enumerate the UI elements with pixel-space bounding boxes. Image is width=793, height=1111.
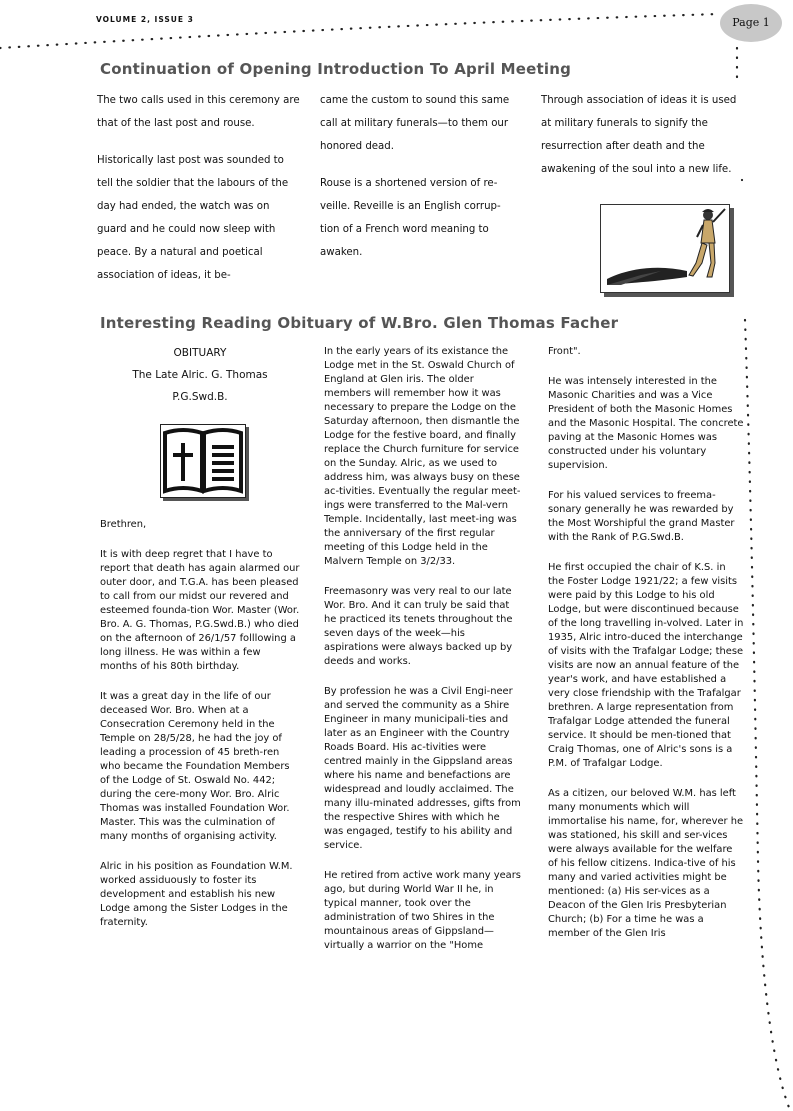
- obituary-column-3: [548, 345, 744, 957]
- paragraph: Through association of ideas it is used at military funerals to signify the resurrection after death and the awakening of the soul into a new life.: [541, 95, 737, 175]
- paragraph: For his valued services to freema-sonary generally he was rewarded by the Most Worshipful the grand Master with the Rank of P.G.Swd.B.: [548, 490, 735, 543]
- soldier-icon: [601, 205, 729, 292]
- bible-image: [160, 424, 246, 498]
- paragraph: Alric in his position as Foundation W.M. worked assiduously to foster its development and establish his new Lodge among the Sister Lodges in the fraternity.: [100, 861, 293, 928]
- paragraph: He first occupied the chair of K.S. in the Foster Lodge 1921/22; a few visits were paid by this Lodge to his old Lodge, but were discontinued because of the long travelling in-volved. Later in 1935, Alric intro-duced the interchange of visits with the Trafalgar Lodge; these visits are now an annual feature of the year's work, and have established a very close friendship with the Trafalgar brethren. A large representation from Trafalgar Lodge attended the funeral service. It should be men-tioned that Craig Thomas, one of Alric's sons is a P.M. of Trafalgar Lodge.: [548, 562, 744, 769]
- bible-icon: [161, 425, 245, 497]
- paragraph: It is with deep regret that I have to report that death has again alarmed our outer door, and T.G.A. has been pleased to call from our midst our revered and esteemed founda-tion Wor. Master (Wor. Bro. A. G. Thomas, P.G.Swd.B.) who died on the afternoon of 26/1/57 folllowing a long illness. He was within a few months of his 80th birthday.: [100, 549, 300, 672]
- section1-column-1: [97, 89, 302, 301]
- paragraph: He was intensely interested in the Masonic Charities and was a Vice President of both the Masonic Homes and the Masonic Hospital. The concrete paving at the Masonic Homes was constructed under his voluntary supervision.: [548, 376, 744, 471]
- obituary-heading-line: The Late Alric. G. Thomas: [132, 369, 268, 381]
- paragraph: He retired from active work many years ago, but during World War II he, in typical manner, took over the administration of two Shires in the mountainous areas of Gippsland—virtually a warrior on the "Home: [324, 870, 521, 951]
- section1-title: Continuation of Opening Introduction To April Meeting: [100, 60, 572, 78]
- paragraph: By profession he was a Civil Engi-neer and served the community as a Shire Engineer in many municipali-ties and later as an Engineer with the Country Roads Board. His ac-tivities were centred mainly in the Gippsland areas where his name and benefactions are widespread and loudly acclaimed. The many illu-minated addresses, gifts from the respective Shires with which he was engaged, testify to his ability and service.: [324, 686, 521, 851]
- paragraph: Rouse is a shortened version of re-veille. Reveille is an English corrup-tion of a French word meaning to awaken.: [320, 178, 501, 258]
- paragraph: Freemasonry was very real to our late Wor. Bro. And it can truly be said that he practiced its tenets throughout the seven days of the week—his aspirations were always backed up by deeds and works.: [324, 586, 513, 667]
- obituary-heading-line: OBITUARY: [173, 347, 227, 359]
- paragraph: It was a great day in the life of our deceased Wor. Bro. When at a Consecration Ceremony held in the Temple on 28/5/28, he had the joy of leading a procession of 45 breth-ren who became the Foundation Members of the Lodge of St. Oswald No. 442; during the cere-mony Wor. Bro. Alric Thomas was installed Foundation Wor. Master. This was the culmination of many months of organising activity.: [100, 691, 290, 842]
- section2-title: Interesting Reading Obituary of W.Bro. Glen Thomas Facher: [100, 314, 619, 332]
- obituary-heading: [100, 342, 300, 408]
- obituary-heading-line: P.G.Swd.B.: [172, 391, 228, 403]
- obituary-column-2: [324, 345, 522, 969]
- soldier-image: [600, 204, 730, 293]
- section1-column-2: [320, 89, 510, 278]
- paragraph: As a citizen, our beloved W.M. has left many monuments which will immortalise his name, for, wherever he was stationed, his skill and ser-vices were always available for the welfare of his fellow citizens. Indica-tive of his many and varied activities might be mentioned: (a) His ser-vices as a Deacon of the Glen Iris Presbyterian Church; (b) For a time he was a member of the Glen Iris: [548, 788, 744, 939]
- paragraph: Historically last post was sounded to tell the soldier that the labours of the day had ended, the watch was on guard and he could now sleep with peace. By a natural and poetical association of ideas, it be-: [97, 155, 289, 281]
- page-number-badge: Page 1: [720, 4, 782, 42]
- obituary-text-1: [100, 518, 300, 930]
- paragraph: The two calls used in this ceremony are that of the last post and rouse.: [97, 95, 300, 129]
- obituary-column-1: [100, 342, 300, 946]
- paragraph: Front".: [548, 346, 581, 357]
- paragraph: Brethren,: [100, 519, 147, 530]
- section1-column-3: [541, 89, 741, 195]
- paragraph: came the custom to sound this same call at military funerals—to them our honored dead.: [320, 95, 510, 152]
- volume-issue-label: VOLUME 2, ISSUE 3: [96, 15, 194, 24]
- paragraph: In the early years of its existance the Lodge met in the St. Oswald Church of England at Glen iris. The older members will remember how it was necessary to prepare the Lodge on the Saturday afternoon, then dismantle the Lodge for the festive board, and finally replace the Church furniture for service on the Sunday. Alric, as we used to address him, was always busy on these ac-tivities. Eventually the regular meet-ings were transferred to the Mal-vern Temple. Incidentally, last meet-ing was the anniversary of the first regular meeting of this Lodge held in the Malvern Temple on 3/2/33.: [324, 346, 521, 567]
